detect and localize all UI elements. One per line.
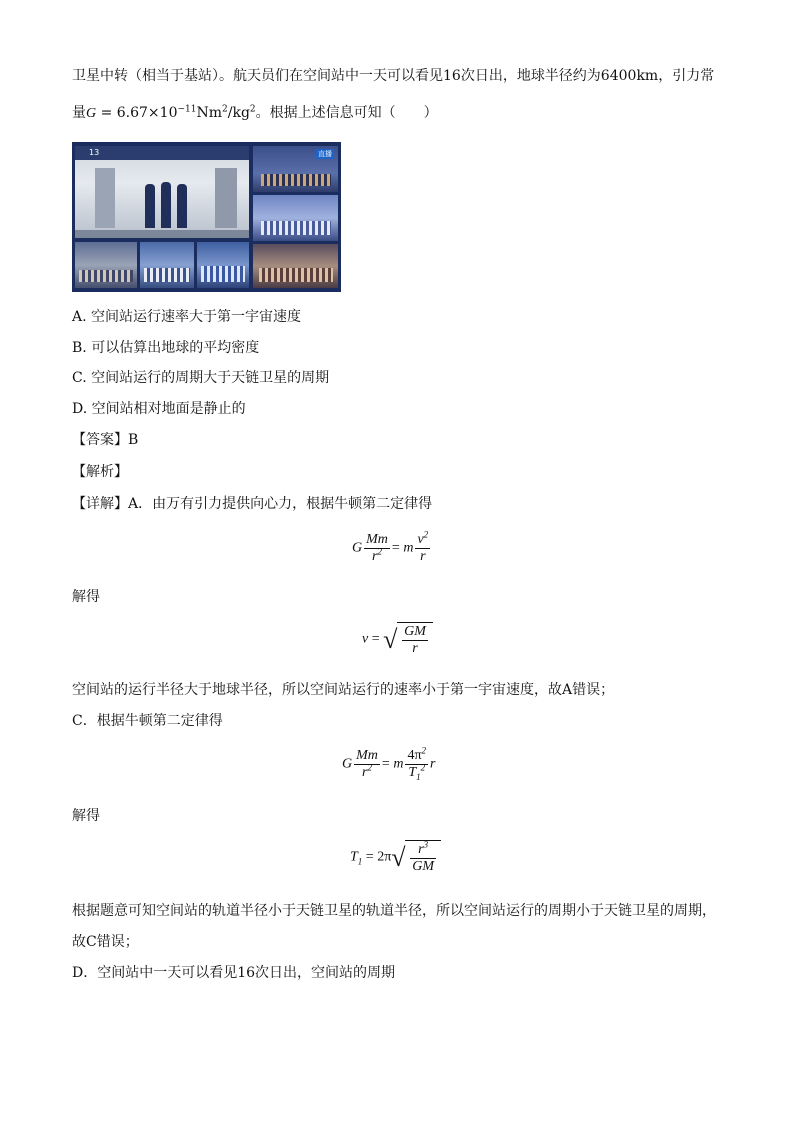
formula-gravity-centripetal: G $\frac{Mm}{r^2}$ = m $\frac{v^2}{r}$ xyxy=(352,529,429,564)
question-line-1: 卫星中转（相当于基站）。航天员们在空间站中一天可以看见16次日出，地球半径约为6400km，引力常 xyxy=(72,68,715,84)
conclusion-a: 空间站的运行半径大于地球半径，所以空间站运行的速率小于第一宇宙速度，故A错误； xyxy=(72,682,615,698)
photo-panel-middle-right xyxy=(253,195,338,241)
conclusion-c-2: 故C错误； xyxy=(72,934,139,950)
formula-velocity: v = √ $\frac{GM}{r}$ xyxy=(362,622,433,657)
answer-line xyxy=(72,430,138,450)
c-intro: C．根据牛顿第二定律得 xyxy=(72,713,223,729)
option-d: D. 空间站相对地面是静止的 xyxy=(72,401,246,417)
option-c: C. 空间站运行的周期大于天链卫星的周期 xyxy=(72,370,330,386)
space-station-broadcast-photo xyxy=(72,142,341,292)
photo-panel-bottom-1 xyxy=(75,242,137,288)
analysis-tag: 【解析】 xyxy=(72,464,128,480)
solve-label-2: 解得 xyxy=(72,808,100,824)
formula-period-result: $T_1 = 2\pi$ √ $\frac{r^3}{GM}$ xyxy=(350,840,441,875)
live-badge: 直播 xyxy=(318,150,332,158)
photo-panel-top-right xyxy=(253,146,338,192)
answer-value: B xyxy=(128,432,139,448)
photo-panel-bottom-3 xyxy=(197,242,249,288)
detail-intro: 【详解】A．由万有引力提供向心力，根据牛顿第二定律得 xyxy=(72,496,433,512)
option-a: A. 空间站运行速率大于第一宇宙速度 xyxy=(72,309,302,325)
photo-panel-bottom-2 xyxy=(140,242,194,288)
conclusion-c-1: 根据题意可知空间站的轨道半径小于天链卫星的轨道半径，所以空间站运行的周期小于天链卫星的周期， xyxy=(72,903,716,919)
formula-period-equation: G $\frac{Mm}{r^2}$ = m $\frac{4\pi^2}{T_1^2}$ r xyxy=(342,745,436,782)
solve-label-1: 解得 xyxy=(72,589,100,605)
channel-label: 13 xyxy=(89,148,100,157)
photo-panel-bottom-4 xyxy=(253,244,338,288)
d-intro: D．空间站中一天可以看见16次日出，空间站的周期 xyxy=(72,965,396,981)
question-line-2: 量$G = 6.67\times 10^{-11}Nm^2/kg^2$。根据上述信息可知（ ） xyxy=(72,104,438,121)
option-b: B. 可以估算出地球的平均密度 xyxy=(72,340,260,356)
answer-tag: 【答案】 xyxy=(72,432,128,448)
photo-main-panel xyxy=(75,146,249,238)
